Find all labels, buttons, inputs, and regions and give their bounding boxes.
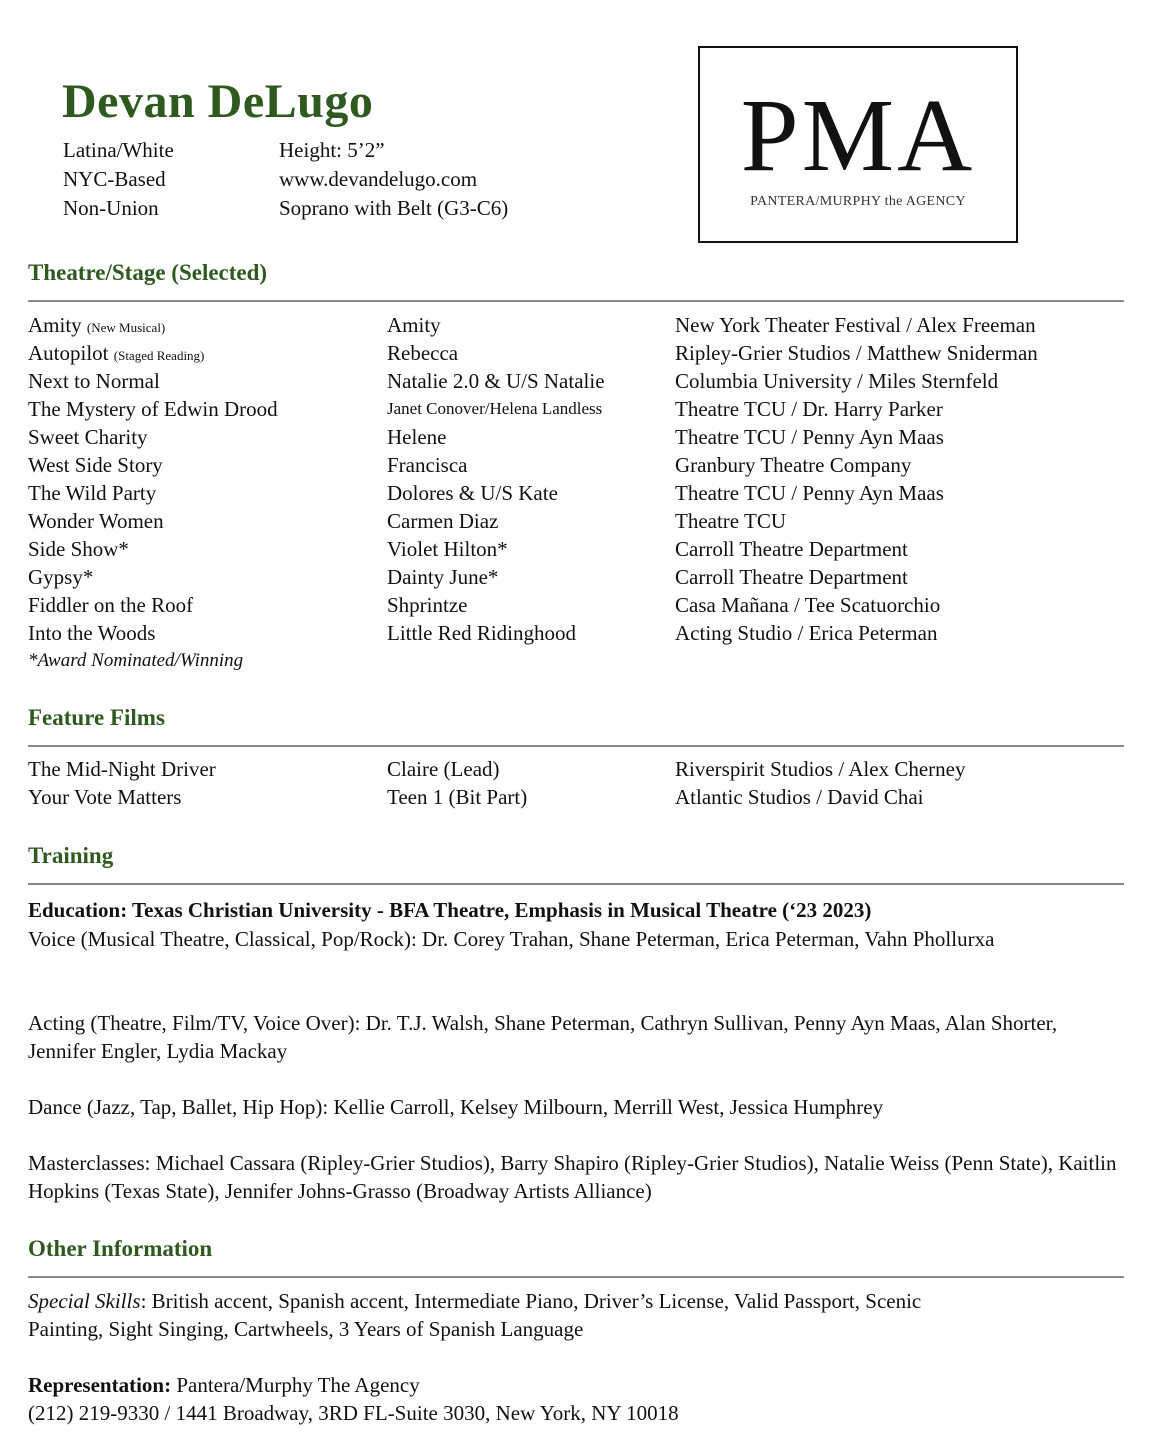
show-title: The Mystery of Edwin Drood — [28, 397, 278, 421]
show-title: Into the Woods — [28, 621, 156, 645]
company: Columbia University / Miles Sternfeld — [675, 369, 999, 393]
personal-info-right — [279, 136, 508, 223]
ethnicity: Latina/White — [63, 138, 174, 162]
theatre-row — [28, 591, 1124, 619]
website-link[interactable]: www.devandelugo.com — [279, 167, 478, 191]
show-title: West Side Story — [28, 453, 163, 477]
role: Little Red Ridinghood — [387, 621, 576, 645]
agency-logo-subtitle: PANTERA/MURPHY the AGENCY — [750, 194, 966, 209]
role: Violet Hilton* — [387, 537, 508, 561]
role: Helene — [387, 425, 447, 449]
company: Acting Studio / Erica Peterman — [675, 621, 938, 645]
film-credits — [28, 755, 1124, 811]
training-heading: Training — [28, 843, 114, 868]
film-row — [28, 755, 1124, 783]
company: Ripley-Grier Studios / Matthew Sniderman — [675, 341, 1038, 365]
skills-list: : British accent, Spanish accent, Intermediate Piano, Driver’s License, Valid Passport, Scenic Painting, Sight Singing, Cartwheels, 3 Years of Spanish Language — [28, 1289, 922, 1341]
company: Atlantic Studios / David Chai — [675, 785, 924, 809]
theatre-credits — [28, 311, 1124, 675]
agency-logo-letters: PMA — [740, 78, 976, 193]
role: Natalie 2.0 & U/S Natalie — [387, 369, 605, 393]
show-title: Amity — [28, 313, 82, 337]
theatre-row — [28, 535, 1124, 563]
theatre-row — [28, 507, 1124, 535]
show-title: Autopilot — [28, 341, 109, 365]
show-title: Sweet Charity — [28, 425, 148, 449]
section-divider — [28, 883, 1124, 885]
company: Carroll Theatre Department — [675, 537, 908, 561]
role: Carmen Diaz — [387, 509, 499, 533]
representation-label: Representation: — [28, 1373, 172, 1397]
show-title: Next to Normal — [28, 369, 160, 393]
award-footnote: *Award Nominated/Winning — [28, 650, 244, 671]
role: Dolores & U/S Kate — [387, 481, 558, 505]
personal-info-left — [63, 136, 174, 223]
theatre-row — [28, 619, 1124, 647]
height: Height: 5’2” — [279, 138, 385, 162]
company: Riverspirit Studios / Alex Cherney — [675, 757, 966, 781]
section-divider — [28, 745, 1124, 747]
company: Casa Mañana / Tee Scatuorchio — [675, 593, 941, 617]
theatre-row — [28, 395, 1124, 423]
company: Carroll Theatre Department — [675, 565, 908, 589]
section-divider — [28, 300, 1124, 302]
theatre-row — [28, 451, 1124, 479]
theatre-row — [28, 339, 1124, 367]
company: Theatre TCU / Penny Ayn Maas — [675, 425, 944, 449]
films-heading: Feature Films — [28, 705, 165, 730]
show-title: Wonder Women — [28, 509, 164, 533]
theatre-row — [28, 311, 1124, 339]
agency-logo — [698, 46, 1018, 243]
film-title: The Mid-Night Driver — [28, 757, 216, 781]
role: Claire (Lead) — [387, 757, 500, 781]
theatre-row — [28, 563, 1124, 591]
show-note: (Staged Reading) — [113, 348, 205, 363]
company: Theatre TCU — [675, 509, 786, 533]
representation — [28, 1371, 1124, 1399]
dance-training: Dance (Jazz, Tap, Ballet, Hip Hop): Kellie Carroll, Kelsey Milbourn, Merrill West, Jessica Humphrey — [28, 1095, 884, 1119]
role: Amity — [387, 313, 441, 337]
role: Janet Conover/Helena Landless — [387, 399, 603, 418]
film-title: Your Vote Matters — [28, 785, 182, 809]
show-title: Gypsy* — [28, 565, 94, 589]
company: Granbury Theatre Company — [675, 453, 912, 477]
company: New York Theater Festival / Alex Freeman — [675, 313, 1036, 337]
resume-name: Devan DeLugo — [62, 75, 374, 128]
skills-label: Special Skills — [28, 1289, 141, 1313]
union-status: Non-Union — [63, 196, 159, 220]
education: Education: Texas Christian University - BFA Theatre, Emphasis in Musical Theatre (‘23 2023) — [28, 898, 872, 922]
film-row — [28, 783, 1124, 811]
role: Rebecca — [387, 341, 459, 365]
voice-training: Voice (Musical Theatre, Classical, Pop/Rock): Dr. Corey Trahan, Shane Peterman, Erica Peterman, Vahn Phollurxa — [28, 927, 995, 951]
role: Teen 1 (Bit Part) — [387, 785, 528, 809]
show-title: Fiddler on the Roof — [28, 593, 194, 617]
special-skills — [28, 1287, 988, 1343]
other-heading: Other Information — [28, 1236, 213, 1261]
theatre-heading: Theatre/Stage (Selected) — [28, 260, 268, 285]
role: Shprintze — [387, 593, 468, 617]
award-footnote-row — [28, 647, 1124, 675]
theatre-row — [28, 367, 1124, 395]
representation-name: Pantera/Murphy The Agency — [171, 1373, 420, 1397]
company: Theatre TCU / Dr. Harry Parker — [675, 397, 943, 421]
representation-contact: (212) 219-9330 / 1441 Broadway, 3RD FL-Suite 3030, New York, NY 10018 — [28, 1401, 679, 1425]
show-note: (New Musical) — [86, 320, 166, 335]
masterclasses: Masterclasses: Michael Cassara (Ripley-Grier Studios), Barry Shapiro (Ripley-Grier Studios), Natalie Weiss (Penn State), Kaitlin Hopkins (Texas State), Jennifer Johns-Grasso (Broadway Artists Alliance) — [28, 1151, 1117, 1203]
role: Dainty June* — [387, 565, 499, 589]
theatre-row — [28, 423, 1124, 451]
section-divider — [28, 1276, 1124, 1278]
theatre-row — [28, 479, 1124, 507]
show-title: Side Show* — [28, 537, 129, 561]
location: NYC-Based — [63, 167, 166, 191]
acting-training: Acting (Theatre, Film/TV, Voice Over): Dr. T.J. Walsh, Shane Peterman, Cathryn Sullivan, Penny Ayn Maas, Alan Shorter, Jennifer Engler, Lydia Mackay — [28, 1011, 1058, 1063]
voice-type: Soprano with Belt (G3-C6) — [279, 196, 509, 220]
company: Theatre TCU / Penny Ayn Maas — [675, 481, 944, 505]
role: Francisca — [387, 453, 468, 477]
show-title: The Wild Party — [28, 481, 157, 505]
